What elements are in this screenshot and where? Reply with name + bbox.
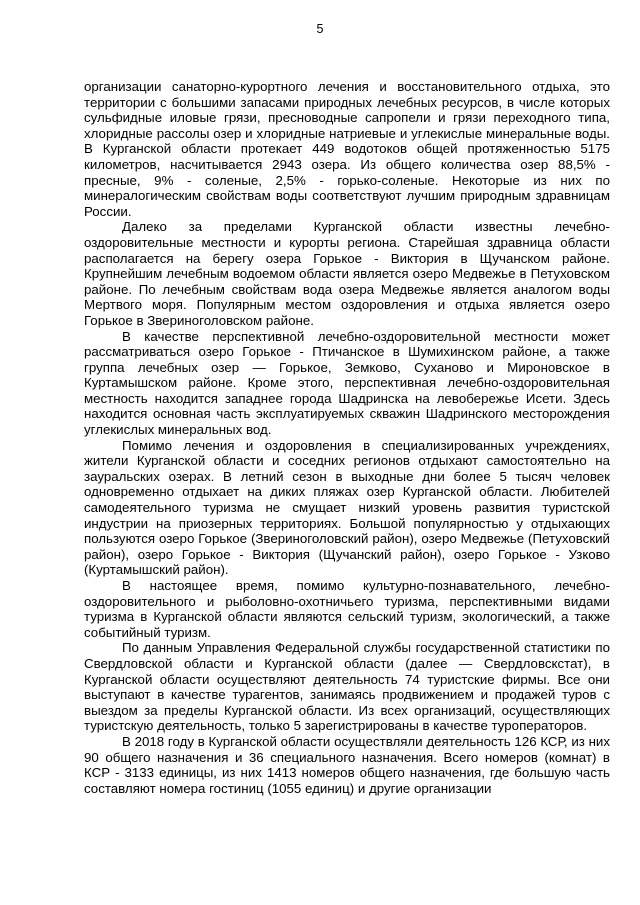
paragraph-3: В качестве перспективной лечебно-оздоровительной местности может рассматриваться озеро Горькое - Птичанское в Шумихинском районе, а также группа лечебных озер — Горькое, Земково, Суханово и Мироновское в Куртамышском районе. Кроме этого, перспективная лечебно-оздоровительная местность находится западнее города Шадринска на левобережье Исети. Здесь находится основная часть эксплуатируемых скважин Шадринского месторождения углекислых минеральных вод. (84, 328, 610, 438)
paragraph-4: Помимо лечения и оздоровления в специализированных учреждениях, жители Курганской области и соседних регионов отдыхают самостоятельно на зауральских озерах. В летний сезон в выходные дни более 5 тысяч человек одновременно отдыхает на диких пляжах озер Курганской области. Любителей самодеятельного туризма не смущает низкий уровень развития туристской индустрии на приозерных территориях. Большой популярностью у отдыхающих пользуются озеро Горькое (Звериноголовский район), озеро Медвежье (Петуховский район), озеро Горькое - Виктория (Щучанский район), озеро Горькое - Узково (Куртамышский район). (84, 437, 610, 578)
paragraph-6: По данным Управления Федеральной службы государственной статистики по Свердловской области и Курганской области (далее — Свердловскстат), в Курганской области осуществляют деятельность 74 туристские фирмы. Все они выступают в качестве турагентов, занимаясь продвижением и продажей туров с выездом за пределы Курганской области. Из всех организаций, осуществляющих туристскую деятельность, только 5 зарегистрированы в качестве туроператоров. (84, 640, 610, 734)
paragraph-7: В 2018 году в Курганской области осуществляли деятельность 126 КСР, из них 90 общего назначения и 36 специального назначения. Всего номеров (комнат) в КСР - 3133 единицы, из них 1413 номеров общего назначения, где большую часть составляют номера гостиниц (1055 единиц) и другие организации (84, 733, 610, 796)
document-body (84, 79, 610, 796)
paragraph-1: организации санаторно-курортного лечения и восстановительного отдыха, это территории с большими запасами природных лечебных ресурсов, в числе которых сульфидные иловые грязи, пресноводные сапропели и грязи переходного типа, хлоридные рассолы озер и хлоридные натриевые и углекислые минеральные воды. В Курганской области протекает 449 водотоков общей протяженностью 5175 километров, насчитывается 2943 озера. Из общего количества озер 88,5% - пресные, 9% - соленые, 2,5% - горько-соленые. Некоторые из них по минералогическим свойствам воды соответствуют лучшим природным здравницам России. (84, 79, 610, 219)
paragraph-2: Далеко за пределами Курганской области известны лечебно-оздоровительные местности и курорты региона. Старейшая здравница области располагается на берегу озера Горькое - Виктория в Щучанском районе. Крупнейшим лечебным водоемом области является озеро Медвежье в Петуховском районе. По лечебным свойствам вода озера Медвежье является аналогом воды Мертвого моря. Популярным местом оздоровления и отдыха является озеро Горькое в Звериноголовском районе. (84, 219, 610, 328)
paragraph-5: В настоящее время, помимо культурно-познавательного, лечебно-оздоровительного и рыболовно-охотничьего туризма, перспективными видами туризма в Курганской области являются сельский туризм, экологический, а также событийный туризм. (84, 578, 610, 640)
page-number: 5 (316, 22, 324, 36)
